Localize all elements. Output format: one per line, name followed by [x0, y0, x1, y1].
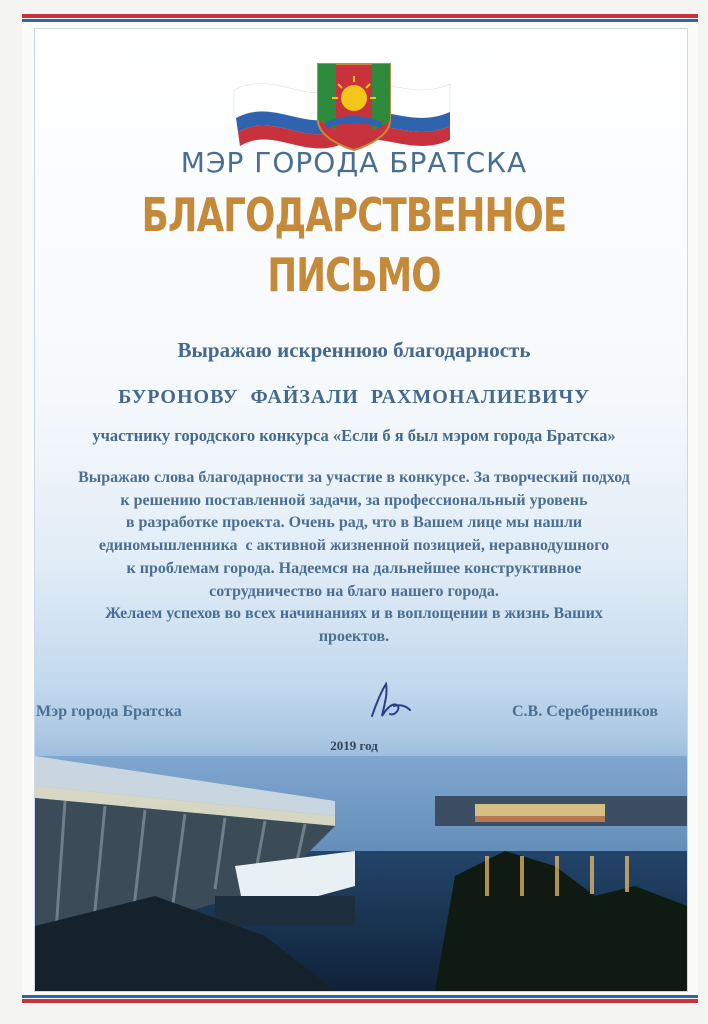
top-red-stripe	[22, 14, 698, 18]
body-line: к решению поставленной задачи, за профессиональный уровень	[120, 491, 588, 509]
body-line: сотрудничество на благо нашего города.	[209, 582, 499, 600]
letter-title-line2: ПИСЬМО	[267, 248, 441, 302]
handwritten-signature	[364, 676, 414, 724]
signer-position: Мэр города Братска	[36, 703, 182, 720]
body-line: проектов.	[318, 627, 390, 645]
bottom-blue-stripe	[22, 995, 698, 998]
body-line: в разработке проекта. Очень рад, что в Вашем лице мы нашли	[125, 514, 583, 532]
body-line: Желаем успехов во всех начинаниях и в воплощении в жизнь Ваших	[105, 605, 603, 623]
letter-year: 2019 год	[330, 738, 378, 753]
letter-title-line1: БЛАГОДАРСТВЕННОЕ	[141, 188, 567, 242]
letter-body	[30, 467, 678, 649]
dam-night-photo	[35, 756, 687, 991]
recipient-role: участнику городского конкурса «Если б я был мэром города Братска»	[92, 426, 616, 445]
body-line: Выражаю слова благодарности за участие в конкурсе. За творческий подход	[78, 469, 630, 486]
recipient-name: БУРОНОВУ ФАЙЗАЛИ РАХМОНАЛИЕВИЧУ	[118, 386, 590, 408]
top-blue-stripe	[22, 19, 698, 22]
bottom-red-stripe	[22, 999, 698, 1003]
mayor-title: МЭР ГОРОДА БРАТСКА	[180, 146, 528, 179]
body-line: единомышленника с активной жизненной позицией, неравнодушного	[98, 537, 610, 555]
thanks-line: Выражаю искреннюю благодарность	[177, 338, 531, 362]
coat-of-arms-with-flag	[214, 60, 470, 156]
body-line: к проблемам города. Надеемся на дальнейшее конструктивное	[126, 559, 582, 577]
signer-name: С.В. Серебренников	[512, 703, 658, 720]
